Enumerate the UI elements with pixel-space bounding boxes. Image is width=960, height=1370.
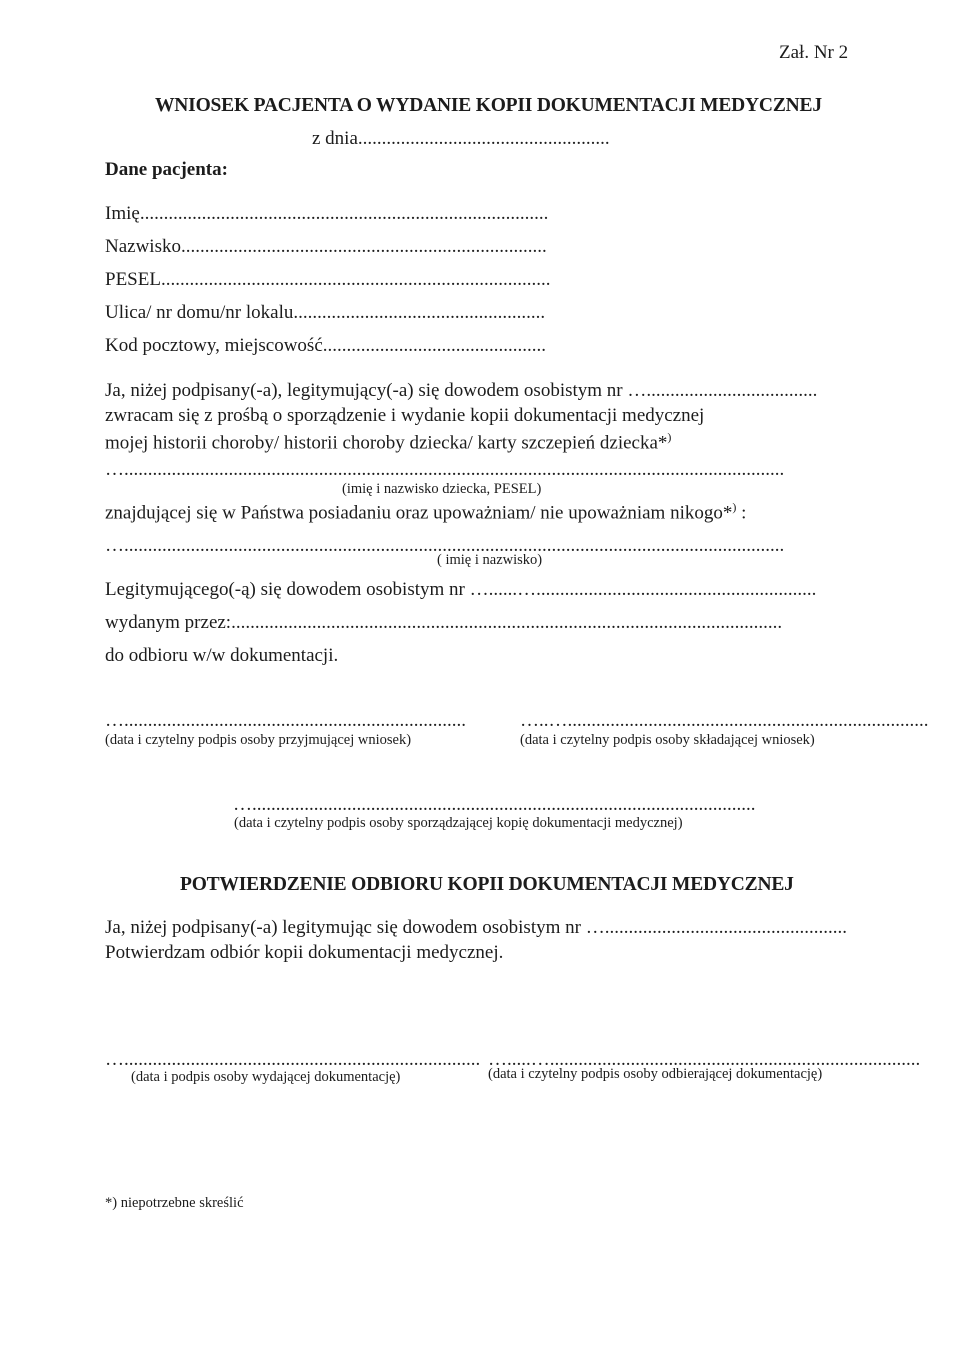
patient-section-heading: Dane pacjenta: <box>105 159 228 180</box>
confirmation-line: Potwierdzam odbiór kopii dokumentacji medycznej. <box>105 942 504 963</box>
signature-caption: (data i podpis osoby wydającej dokumentację) <box>131 1069 401 1085</box>
signature-dots: …........................................................................ <box>105 710 466 731</box>
confirmation-title: POTWIERDZENIE ODBIORU KOPII DOKUMENTACJI MEDYCZNEJ <box>180 874 794 895</box>
authorized-caption: ( imię i nazwisko) <box>437 552 543 568</box>
request-line: Ja, niżej podpisany(-a), legitymujący(-a) się dowodem osobistym nr ….................................... <box>105 380 818 401</box>
footnote: *) niepotrzebne skreślić <box>105 1195 244 1211</box>
authorization-line <box>105 500 746 524</box>
field-last-name: Nazwisko............................................................................. <box>105 236 547 257</box>
issued-by-line: wydanym przez:.................................................................................................................... <box>105 612 783 633</box>
confirmation-line: Ja, niżej podpisany(-a) legitymując się dowodem osobistym nr …................................................... <box>105 917 847 938</box>
field-street: Ulica/ nr domu/nr lokalu..................................................... <box>105 302 546 323</box>
id-line: Legitymującego(-ą) się dowodem osobistym nr …......…........................................................... <box>105 579 817 600</box>
signature-dots: ….......................................................................................................... <box>233 794 756 815</box>
annex-label: Zał. Nr 2 <box>779 42 849 63</box>
request-line: zwracam się z prośbą o sporządzenie i wydanie kopii dokumentacji medycznej <box>105 405 705 426</box>
pickup-line: do odbioru w/w dokumentacji. <box>105 645 339 666</box>
signature-dots: …........................................................................... <box>105 1049 481 1070</box>
date-line: z dnia..................................................... <box>312 128 610 149</box>
signature-caption: (data i czytelny podpis osoby odbierającej dokumentację) <box>488 1066 823 1082</box>
authorization-text: znajdującej się w Państwa posiadaniu oraz upoważniam/ nie upoważniam nikogo* <box>105 502 733 524</box>
authorization-colon: : <box>736 502 747 524</box>
field-first-name: Imię...................................................................................... <box>105 203 549 224</box>
signature-caption: (data i czytelny podpis osoby składającej wniosek) <box>520 732 815 748</box>
request-line-text: mojej historii choroby/ historii choroby dziecka/ karty szczepień dziecka* <box>105 432 668 454</box>
signature-dots: ….....….............................................................................. <box>488 1049 921 1070</box>
authorized-fill-line: …........................................................................................................................................... <box>105 535 785 556</box>
child-caption: (imię i nazwisko dziecka, PESEL) <box>342 481 542 497</box>
footnote-mark: ) <box>732 500 737 514</box>
signature-caption: (data i czytelny podpis osoby przyjmującej wniosek) <box>105 732 412 748</box>
field-postal-city: Kod pocztowy, miejscowość............................................... <box>105 335 546 356</box>
signature-dots: …..…............................................................................ <box>520 710 929 731</box>
footnote-mark: ) <box>667 430 672 444</box>
signature-caption: (data i czytelny podpis osoby sporządzającej kopię dokumentacji medycznej) <box>234 815 683 831</box>
request-line-with-mark <box>105 430 671 454</box>
child-fill-line: …........................................................................................................................................... <box>105 459 785 480</box>
document-title: WNIOSEK PACJENTA O WYDANIE KOPII DOKUMENTACJI MEDYCZNEJ <box>155 95 822 116</box>
field-pesel: PESEL.................................................................................. <box>105 269 551 290</box>
